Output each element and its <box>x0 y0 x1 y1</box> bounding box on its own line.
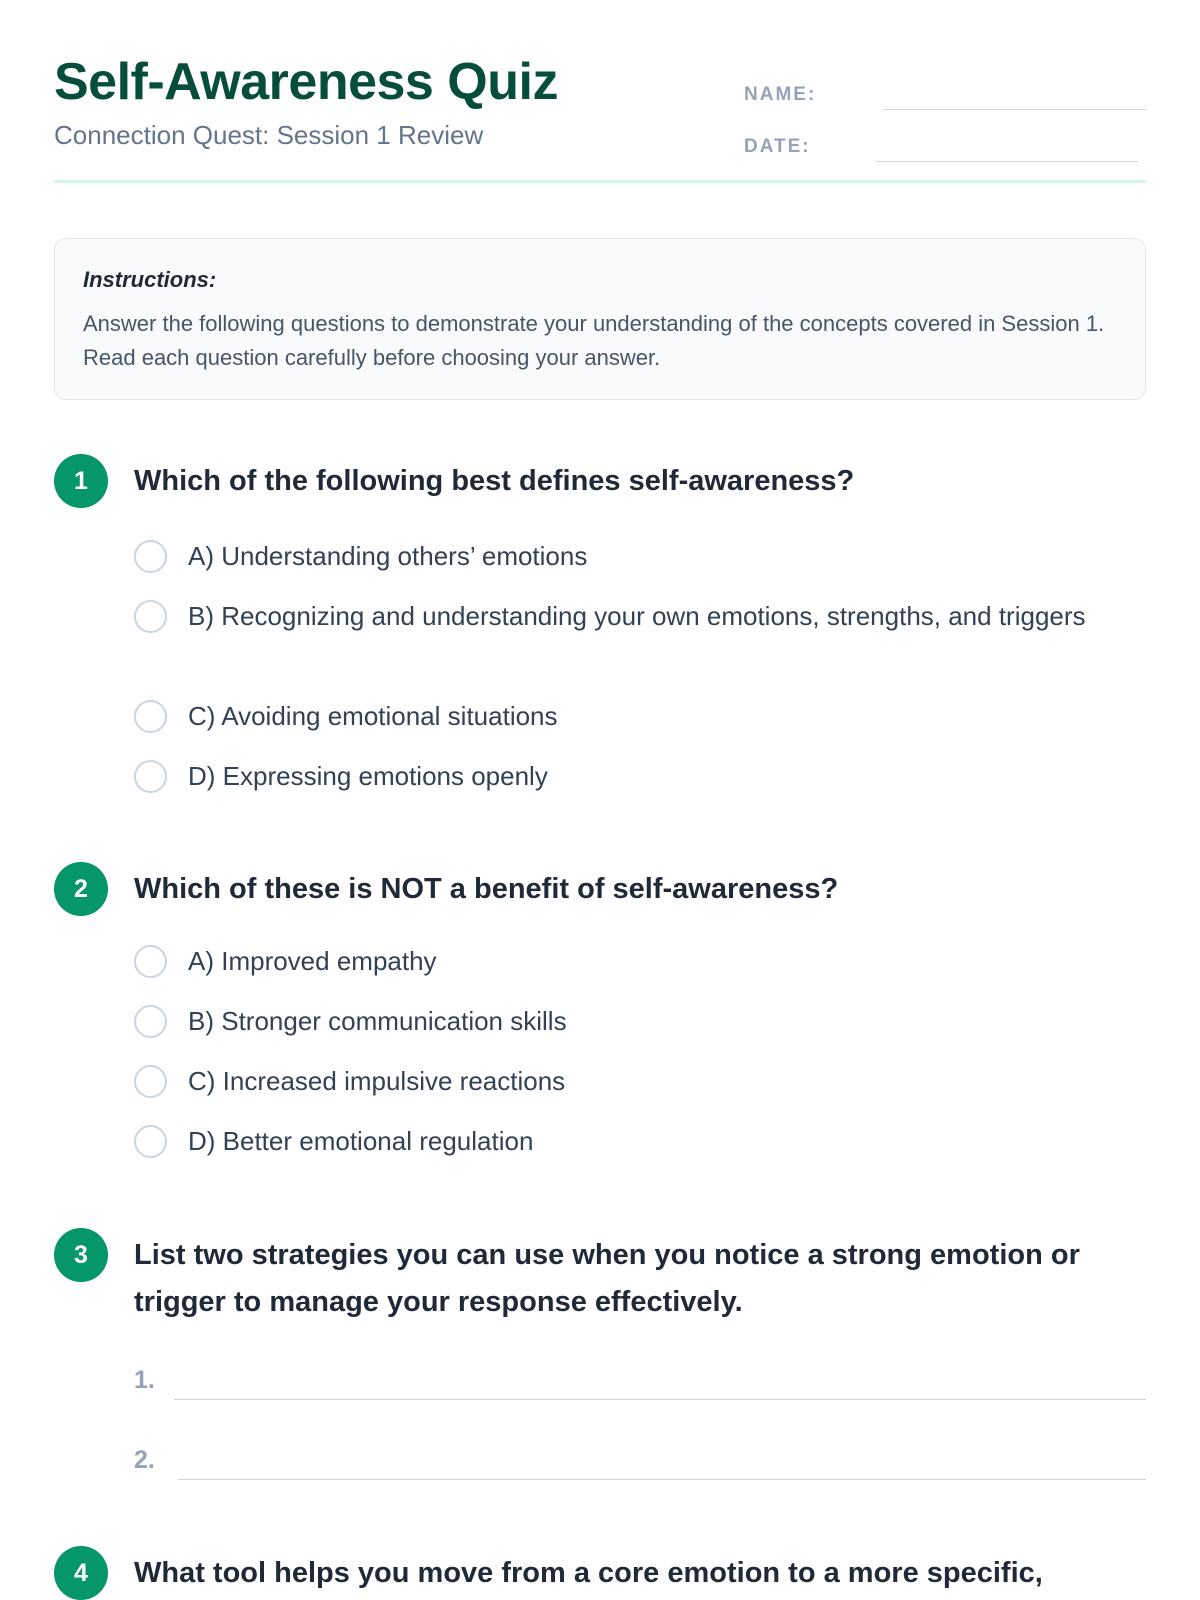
radio-button[interactable] <box>134 600 167 633</box>
question-2 <box>54 862 1146 1162</box>
option-label: C) Avoiding emotional situations <box>188 701 558 731</box>
question-1 <box>54 454 1146 794</box>
question-3 <box>54 1228 1146 1484</box>
instructions-box <box>54 238 1146 400</box>
date-field[interactable] <box>744 126 1146 162</box>
option-label: A) Improved empathy <box>188 946 437 976</box>
name-label: NAME: <box>744 84 817 105</box>
option-label: C) Increased impulsive reactions <box>188 1066 566 1096</box>
question-number-badge: 2 <box>54 862 108 916</box>
date-line[interactable] <box>876 161 1138 163</box>
radio-button[interactable] <box>134 1125 167 1158</box>
answer-number: 2. <box>134 1446 155 1474</box>
page-title: Self-Awareness Quiz <box>54 53 558 111</box>
question-4 <box>54 1546 1146 1600</box>
question-number-badge: 4 <box>54 1546 108 1600</box>
option-a[interactable] <box>134 941 1106 981</box>
option-c[interactable] <box>134 696 1106 736</box>
option-d[interactable] <box>134 1121 1106 1161</box>
question-text: Which of these is NOT a benefit of self-awareness? <box>134 873 839 905</box>
name-field[interactable] <box>744 74 1146 110</box>
answer-line-2[interactable] <box>134 1440 1146 1480</box>
option-d[interactable] <box>134 756 1106 796</box>
option-label: B) Stronger communication skills <box>188 1006 567 1036</box>
option-a[interactable] <box>134 536 1106 576</box>
option-b[interactable] <box>134 1001 1106 1041</box>
question-text: List two strategies you can use when you notice a strong emotion or trigger to manage your response effectively. <box>134 1239 1080 1318</box>
radio-button[interactable] <box>134 1065 167 1098</box>
instructions-body: Answer the following questions to demonstrate your understanding of the concepts covered in Session 1. Read each question carefully before choosing your answer. <box>83 311 1105 370</box>
radio-button[interactable] <box>134 1005 167 1038</box>
quiz-header <box>54 52 1146 184</box>
option-label: D) Better emotional regulation <box>188 1126 534 1156</box>
page-subtitle: Connection Quest: Session 1 Review <box>54 120 484 150</box>
radio-button[interactable] <box>134 760 167 793</box>
header-divider <box>54 180 1146 183</box>
option-label: D) Expressing emotions openly <box>188 761 548 791</box>
radio-button[interactable] <box>134 945 167 978</box>
instructions-title: Instructions: <box>83 267 217 292</box>
name-line[interactable] <box>884 109 1146 111</box>
question-number-badge: 3 <box>54 1228 108 1282</box>
option-label: B) Recognizing and understanding your own emotions, strengths, and triggers <box>188 601 1086 631</box>
answer-line-1[interactable] <box>134 1360 1146 1400</box>
answer-input-line[interactable] <box>178 1479 1146 1481</box>
question-text: What tool helps you move from a core emotion to a more specific, <box>134 1557 1043 1589</box>
radio-button[interactable] <box>134 700 167 733</box>
date-label: DATE: <box>744 136 811 157</box>
option-b[interactable] <box>134 596 1106 636</box>
option-c[interactable] <box>134 1061 1106 1101</box>
option-label: A) Understanding others’ emotions <box>188 541 588 571</box>
radio-button[interactable] <box>134 540 167 573</box>
answer-input-line[interactable] <box>174 1399 1146 1401</box>
question-text: Which of the following best defines self-awareness? <box>134 465 855 497</box>
question-number-badge: 1 <box>54 454 108 508</box>
answer-number: 1. <box>134 1366 155 1394</box>
